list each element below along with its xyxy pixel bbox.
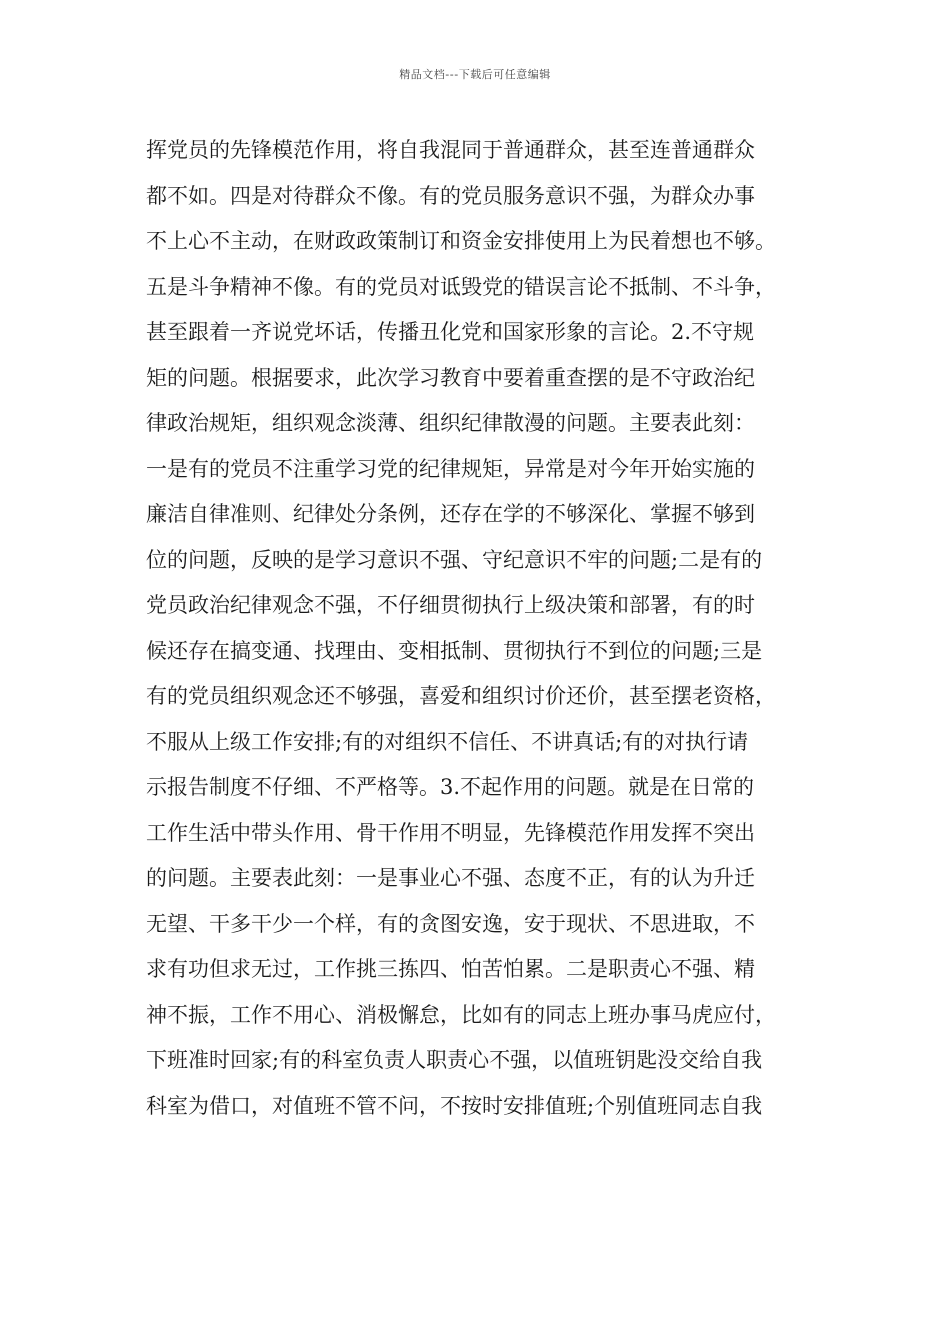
text-line: 无望、干多干少一个样，有的贪图安逸，安于现状、不思进取，不 [146,911,755,936]
text-line: 甚至跟着一齐说党坏话，传播丑化党和国家形象的言论。2.不守规 [146,320,755,344]
text-line: 科室为借口，对值班不管不问，不按时安排值班;个别值班同志自我 [146,1093,763,1118]
text-line: 都不如。四是对待群众不像。有的党员服务意识不强，为群众办事 [146,183,755,208]
text-line: 的问题。主要表此刻：一是事业心不强、态度不正，有的认为升迁 [146,866,755,890]
text-line: 挥党员的先锋模范作用，将自我混同于普通群众，甚至连普通群众 [146,138,755,162]
text-line: 律政治规矩，组织观念淡薄、组织纪律散漫的问题。主要表此刻： [146,411,755,435]
text-line: 位的问题，反映的是学习意识不强、守纪意识不牢的问题;二是有的 [146,547,763,572]
text-line: 示报告制度不仔细、不严格等。3.不起作用的问题。就是在日常的 [146,775,755,799]
text-line: 矩的问题。根据要求，此次学习教育中要着重查摆的是不守政治纪 [146,365,755,390]
text-line: 工作生活中带头作用、骨干作用不明显，先锋模范作用发挥不突出 [146,820,755,845]
text-line: 不服从上级工作安排;有的对组织不信任、不讲真话;有的对执行请 [146,729,749,754]
text-line: 下班准时回家;有的科室负责人职责心不强，以值班钥匙没交给自我 [146,1048,763,1072]
text-line: 一是有的党员不注重学习党的纪律规矩，异常是对今年开始实施的 [146,456,755,481]
text-line: 候还存在搞变通、找理由、变相抵制、贯彻执行不到位的问题;三是 [146,638,763,663]
text-line: 不上心不主动，在财政政策制订和资金安排使用上为民着想也不够。 [146,229,776,253]
text-line: 求有功但求无过，工作挑三拣四、怕苦怕累。二是职责心不强、精 [146,957,755,981]
text-line: 神不振，工作不用心、消极懈怠，比如有的同志上班办事马虎应付， [146,1002,776,1027]
page-header: 精品文档---下载后可任意编辑 [399,68,551,81]
document-body [146,128,826,1129]
text-line: 党员政治纪律观念不强，不仔细贯彻执行上级决策和部署，有的时 [146,593,755,617]
text-line: 廉洁自律准则、纪律处分条例，还存在学的不够深化、掌握不够到 [146,502,755,526]
text-line: 有的党员组织观念还不够强，喜爱和组织讨价还价，甚至摆老资格， [146,684,776,708]
text-line: 五是斗争精神不像。有的党员对诋毁党的错误言论不抵制、不斗争， [146,274,776,299]
